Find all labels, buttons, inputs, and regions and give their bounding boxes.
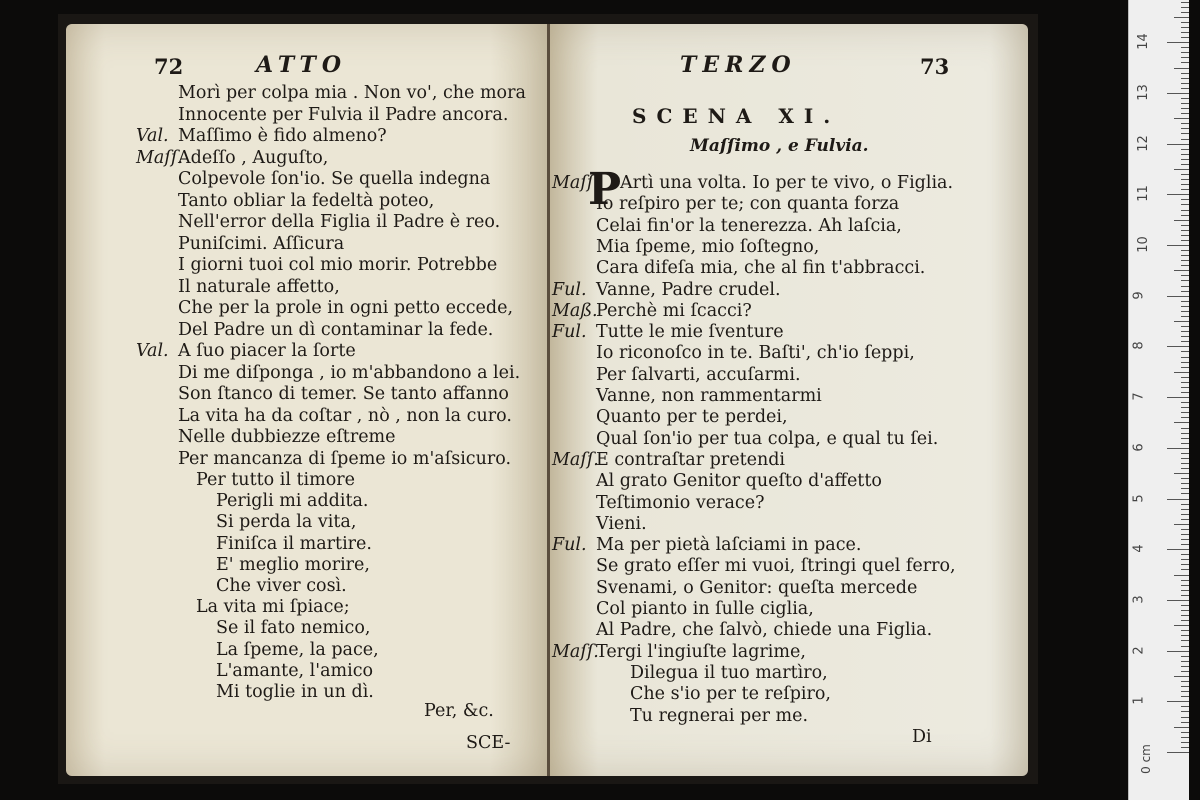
verse-line: Che per la prole in ogni petto eccede, <box>178 298 514 318</box>
drop-cap: P <box>588 164 622 215</box>
ruler-tick <box>1181 590 1189 591</box>
verse-line: Tutte le mie ſventure <box>596 322 784 343</box>
ruler-tick <box>1167 651 1189 652</box>
first-line: Artì una volta. Io per te vivo, o Figlia. <box>620 173 954 193</box>
ruler-tick <box>1167 194 1189 195</box>
ruler-tick <box>1167 296 1189 297</box>
ruler-tick <box>1181 230 1189 231</box>
ruler-tick <box>1174 727 1189 728</box>
verse-line: Son ſtanco di temer. Se tanto affanno <box>178 384 509 404</box>
speaker-label: Ful. <box>552 535 587 556</box>
verse-line: Vanne, Padre crudel. <box>596 279 781 300</box>
verse-line: Perchè mi ſcacci? <box>596 300 752 321</box>
ruler-tick <box>1181 174 1189 175</box>
scene-heading: SCENA XI. <box>632 104 841 128</box>
ruler-tick <box>1181 544 1189 545</box>
ruler-tick <box>1181 240 1189 241</box>
aria-tail: Per, &c. <box>424 701 494 721</box>
ruler-tick <box>1174 169 1189 170</box>
left-page <box>66 24 548 776</box>
ruler-tick <box>1167 448 1189 449</box>
ruler-tick <box>1181 478 1189 479</box>
ruler-tick <box>1181 453 1189 454</box>
ruler-number: 14 <box>1135 33 1151 50</box>
speaker-label: Ful. <box>552 279 587 300</box>
verse-line: Col pianto in ſulle ciglia, <box>596 599 814 619</box>
verse-line: Cara difeſa mia, che al fin t'abbracci. <box>596 258 926 279</box>
verse-line: Tanto obliar la fedeltà poteo, <box>178 190 435 211</box>
aria-line: Mi toglie in un dì. <box>216 682 374 702</box>
speaker-label: Maſſ. <box>552 641 599 662</box>
verse-line: Il naturale affetto, <box>178 276 340 297</box>
ruler-number: 6 <box>1131 443 1147 452</box>
open-book <box>58 14 1038 784</box>
right-running-head: TERZO <box>680 52 797 78</box>
aria-line: Finiſca il martire. <box>216 533 372 554</box>
ruler-tick <box>1181 504 1189 505</box>
ruler-tick <box>1181 83 1189 84</box>
ruler-tick <box>1167 346 1189 347</box>
left-running-head: ATTO <box>256 52 347 78</box>
ruler-number: 1 <box>1131 696 1147 705</box>
ruler-tick <box>1181 88 1189 89</box>
ruler-tick <box>1174 625 1189 626</box>
ruler-tick <box>1167 93 1189 94</box>
ruler-tick <box>1181 580 1189 581</box>
verse-line: Celai fin'or la tenerezza. Ah laſcia, <box>596 215 902 236</box>
ruler-tick <box>1174 473 1189 474</box>
verse-line: Al grato Genitor queſto d'affetto <box>596 471 882 492</box>
verse-line: Maſſimo è fido almeno? <box>178 126 387 146</box>
ruler-tick <box>1174 575 1189 576</box>
ruler-tick <box>1181 559 1189 560</box>
ruler-tick <box>1181 488 1189 489</box>
ruler-tick <box>1181 554 1189 555</box>
ruler-tick <box>1181 159 1189 160</box>
verse-line: Io riconoſco in te. Baſti', ch'io ſeppi, <box>596 343 915 364</box>
ruler-tick <box>1181 280 1189 281</box>
ruler-number: 13 <box>1135 84 1151 101</box>
ruler-number: 11 <box>1135 185 1151 203</box>
ruler-tick <box>1181 311 1189 312</box>
aria-line: E' meglio morire, <box>216 554 370 575</box>
verse-line: A ſuo piacer la ſorte <box>178 341 356 361</box>
ruler-tick <box>1181 260 1189 261</box>
ruler-tick <box>1181 468 1189 469</box>
verse-line: Per ſalvarti, accuſarmi. <box>596 364 801 385</box>
ruler-tick <box>1167 701 1189 702</box>
ruler-tick <box>1181 661 1189 662</box>
verse-line: Del Padre un dì contaminar la fede. <box>178 319 494 340</box>
ruler-tick <box>1181 326 1189 327</box>
ruler-tick <box>1181 387 1189 388</box>
ruler-tick <box>1181 27 1189 28</box>
right-catchword: Di <box>912 727 932 747</box>
verse-line: Al Padre, che ſalvò, chiede una Figlia. <box>596 620 933 641</box>
verse-line: Qual ſon'io per tua colpa, e qual tu ſei. <box>596 428 939 449</box>
ruler-tick <box>1181 235 1189 236</box>
ruler-tick <box>1181 585 1189 586</box>
ruler-tick <box>1181 7 1189 8</box>
ruler-tick <box>1181 458 1189 459</box>
aria-line: Si perda la vita, <box>216 512 357 533</box>
ruler-tick <box>1181 341 1189 342</box>
ruler-tick <box>1181 646 1189 647</box>
verse-line: Teſtimonio verace? <box>596 492 765 513</box>
ruler-tick <box>1174 524 1189 525</box>
speaker-label: Maſſ. <box>136 147 183 168</box>
verse-line: Innocente per Fulvia il Padre ancora. <box>178 104 509 125</box>
left-page-number: 72 <box>154 54 184 79</box>
ruler-tick <box>1181 610 1189 611</box>
ruler-tick <box>1181 681 1189 682</box>
verse-line: Tergi l'ingiuſte lagrime, <box>596 641 806 662</box>
ruler-tick <box>1181 357 1189 358</box>
ruler-tick <box>1181 483 1189 484</box>
ruler-tick <box>1167 144 1189 145</box>
verse-line: Colpevole ſon'io. Se quella indegna <box>178 169 491 189</box>
ruler-tick <box>1181 164 1189 165</box>
verse-line: Puniſcimi. Aſſicura <box>178 233 345 254</box>
ruler-tick <box>1181 22 1189 23</box>
aria-line: L'amante, l'amico <box>216 660 374 681</box>
ruler-tick <box>1181 199 1189 200</box>
ruler-tick <box>1181 108 1189 109</box>
ruler-tick <box>1181 564 1189 565</box>
ruler-tick <box>1181 265 1189 266</box>
verse-line: Ma per pietà laſciami in pace. <box>596 535 862 556</box>
ruler-tick <box>1181 367 1189 368</box>
ruler-tick <box>1174 372 1189 373</box>
aria-line: Se il fato nemico, <box>216 618 371 639</box>
ruler-tick <box>1181 291 1189 292</box>
ruler-tick <box>1181 519 1189 520</box>
ruler-tick <box>1181 306 1189 307</box>
speaker-label: Ful. <box>552 322 587 343</box>
ruler-unit-label: 0 cm <box>1138 744 1153 774</box>
verse-line: Tu regnerai per me. <box>630 705 809 726</box>
right-page-number: 73 <box>920 54 950 79</box>
ruler-tick <box>1181 402 1189 403</box>
ruler-tick <box>1181 412 1189 413</box>
ruler-tick <box>1181 189 1189 190</box>
aria-line: Che viver così. <box>216 576 347 596</box>
ruler-tick <box>1181 747 1189 748</box>
ruler-tick <box>1181 73 1189 74</box>
ruler-tick <box>1181 128 1189 129</box>
verse-line: Io reſpiro per te; con quanta forza <box>596 194 900 215</box>
ruler-tick <box>1174 220 1189 221</box>
ruler-tick <box>1181 671 1189 672</box>
ruler-tick <box>1181 666 1189 667</box>
verse-line: Dilegua il tuo martìro, <box>630 662 828 683</box>
ruler-tick <box>1181 463 1189 464</box>
ruler-tick <box>1167 549 1189 550</box>
ruler-tick <box>1181 184 1189 185</box>
verse-line: Quanto per te perdei, <box>596 407 788 428</box>
ruler-number: 2 <box>1131 645 1147 655</box>
ruler-tick <box>1167 752 1189 753</box>
ruler-tick <box>1181 113 1189 114</box>
ruler-tick <box>1174 68 1189 69</box>
aria-line: La vita mi ſpiace; <box>196 597 350 618</box>
ruler-tick <box>1181 204 1189 205</box>
verse-line: Mia ſpeme, mio ſoſtegno, <box>596 236 820 257</box>
ruler-tick <box>1181 717 1189 718</box>
ruler-tick <box>1181 722 1189 723</box>
ruler-tick <box>1181 737 1189 738</box>
ruler-tick <box>1181 514 1189 515</box>
ruler-tick <box>1181 362 1189 363</box>
ruler-number: 5 <box>1131 493 1147 503</box>
ruler-tick <box>1181 225 1189 226</box>
ruler-tick <box>1167 42 1189 43</box>
ruler-number: 9 <box>1131 291 1147 300</box>
ruler-tick <box>1167 397 1189 398</box>
ruler-tick <box>1181 686 1189 687</box>
aria-line: Perigli mi addita. <box>216 491 369 512</box>
ruler-tick <box>1181 428 1189 429</box>
ruler-tick <box>1167 600 1189 601</box>
ruler-tick <box>1181 706 1189 707</box>
ruler-tick <box>1181 630 1189 631</box>
ruler-tick <box>1181 2 1189 3</box>
scene-characters: Maſſimo , e Fulvia. <box>690 136 869 156</box>
verse-line: Vanne, non rammentarmi <box>596 386 822 406</box>
ruler-tick <box>1181 711 1189 712</box>
ruler-tick <box>1181 52 1189 53</box>
speaker-label: Val. <box>136 126 169 146</box>
speaker-label: Maß. <box>552 300 598 321</box>
ruler-tick <box>1181 47 1189 48</box>
ruler-tick <box>1174 422 1189 423</box>
ruler-tick <box>1181 62 1189 63</box>
ruler-tick <box>1181 635 1189 636</box>
ruler-tick <box>1181 32 1189 33</box>
ruler-tick <box>1174 17 1189 18</box>
verse-line: Morì per colpa mia . Non vo', che mora <box>178 83 526 103</box>
ruler-tick <box>1181 732 1189 733</box>
ruler-tick <box>1181 250 1189 251</box>
ruler-tick <box>1181 539 1189 540</box>
ruler-tick <box>1181 595 1189 596</box>
ruler-tick <box>1181 382 1189 383</box>
ruler-tick <box>1181 493 1189 494</box>
ruler-tick <box>1181 149 1189 150</box>
ruler-tick <box>1181 98 1189 99</box>
ruler-tick <box>1181 286 1189 287</box>
ruler-tick <box>1167 499 1189 500</box>
verse-line: Per mancanza di ſpeme io m'aſsicuro. <box>178 448 512 469</box>
measuring-ruler <box>1128 0 1189 800</box>
ruler-tick <box>1181 509 1189 510</box>
ruler-number: 4 <box>1131 544 1147 553</box>
ruler-tick <box>1181 336 1189 337</box>
ruler-tick <box>1181 301 1189 302</box>
ruler-tick <box>1181 179 1189 180</box>
ruler-tick <box>1181 696 1189 697</box>
ruler-tick <box>1181 605 1189 606</box>
speaker-label: Maſſ. <box>552 173 599 193</box>
ruler-tick <box>1174 676 1189 677</box>
ruler-tick <box>1181 139 1189 140</box>
verse-line: La vita ha da coſtar , nò , non la curo. <box>178 405 512 426</box>
aria-line: La ſpeme, la pace, <box>216 639 379 660</box>
verse-line: Nell'error della Figlia il Padre è reo. <box>178 212 501 232</box>
ruler-tick <box>1181 255 1189 256</box>
left-catchword: SCE- <box>466 733 511 753</box>
ruler-tick <box>1181 133 1189 134</box>
ruler-tick <box>1181 316 1189 317</box>
ruler-tick <box>1181 615 1189 616</box>
ruler-tick <box>1181 12 1189 13</box>
ruler-tick <box>1181 433 1189 434</box>
ruler-tick <box>1181 392 1189 393</box>
verse-line: Di me diſponga , io m'abbandono a lei. <box>178 362 521 383</box>
ruler-number: 10 <box>1135 236 1151 253</box>
ruler-tick <box>1181 534 1189 535</box>
ruler-tick <box>1181 331 1189 332</box>
ruler-tick <box>1181 154 1189 155</box>
ruler-tick <box>1181 210 1189 211</box>
ruler-number: 8 <box>1131 341 1147 351</box>
ruler-tick <box>1181 123 1189 124</box>
verse-line: Che s'io per te reſpiro, <box>630 684 831 705</box>
ruler-tick <box>1181 443 1189 444</box>
verse-line: Adeſſo , Auguſto, <box>178 147 329 168</box>
ruler-tick <box>1181 407 1189 408</box>
verse-line: Nelle dubbiezze eſtreme <box>178 427 396 447</box>
ruler-tick <box>1174 321 1189 322</box>
ruler-number: 12 <box>1135 134 1151 152</box>
ruler-tick <box>1181 417 1189 418</box>
ruler-tick <box>1181 438 1189 439</box>
verse-line: E contraſtar pretendi <box>596 449 786 470</box>
ruler-tick <box>1181 215 1189 216</box>
ruler-tick <box>1181 351 1189 352</box>
verse-line: I giorni tuoi col mio morir. Potrebbe <box>178 255 498 275</box>
ruler-tick <box>1181 37 1189 38</box>
speaker-label: Val. <box>136 341 169 361</box>
ruler-tick <box>1181 742 1189 743</box>
verse-line: Vieni. <box>596 513 647 534</box>
ruler-tick <box>1167 245 1189 246</box>
ruler-tick <box>1181 569 1189 570</box>
ruler-tick <box>1181 103 1189 104</box>
right-page <box>550 24 1028 776</box>
ruler-tick <box>1181 529 1189 530</box>
ruler-tick <box>1181 640 1189 641</box>
ruler-tick <box>1181 275 1189 276</box>
speaker-label: Maſſ. <box>552 449 599 470</box>
ruler-number: 3 <box>1131 595 1147 604</box>
ruler-tick <box>1181 78 1189 79</box>
ruler-tick <box>1181 620 1189 621</box>
verse-line: Se grato eſſer mi vuoi, ſtringi quel ferro, <box>596 556 956 577</box>
ruler-number: 7 <box>1131 392 1147 401</box>
ruler-tick <box>1174 270 1189 271</box>
ruler-tick <box>1181 57 1189 58</box>
ruler-tick <box>1181 377 1189 378</box>
ruler-tick <box>1174 118 1189 119</box>
ruler-tick <box>1181 691 1189 692</box>
aria-line: Per tutto il timore <box>196 470 355 490</box>
ruler-tick <box>1181 656 1189 657</box>
verse-line: Svenami, o Genitor: queſta mercede <box>596 577 918 598</box>
